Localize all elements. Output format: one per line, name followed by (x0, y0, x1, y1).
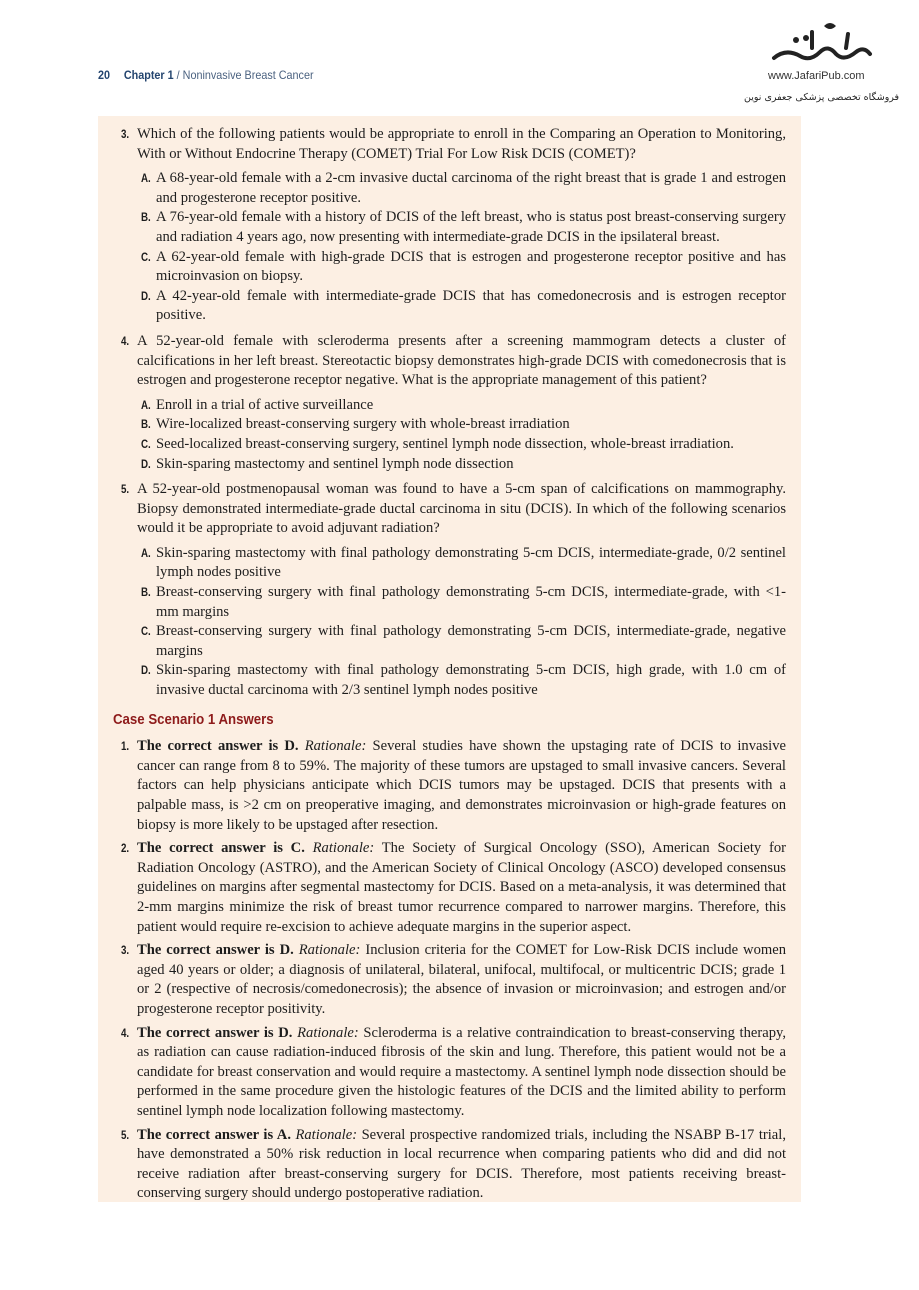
answer-lead: The correct answer is D. (137, 1024, 293, 1041)
option-text: Skin-sparing mastectomy and sentinel lymph node dissection (156, 455, 514, 472)
rationale-label: Rationale: (295, 1126, 358, 1143)
option-a (137, 396, 786, 416)
option-list (137, 169, 786, 326)
option-text: Skin-sparing mastectomy with final pathology demonstrating 5-cm DCIS, high grade, with 1.0 cm of invasive ductal carcinoma with 2/3 sentinel lymph nodes positive (156, 662, 786, 699)
question-text: A 52-year-old postmenopausal woman was found to have a 5-cm span of calcifications on mammography. Biopsy demonstrated intermediate-grade ductal carcinoma in situ (DCIS). In which of the following scenarios would it be appropriate to avoid adjuvant radiation? (137, 481, 786, 537)
page-number: 20 (98, 68, 111, 82)
question-number: 5. (121, 484, 130, 497)
option-b (137, 583, 786, 622)
option-b (137, 208, 786, 247)
answer-number: 3. (121, 945, 130, 958)
option-letter: A. (141, 173, 151, 186)
option-letter: B. (141, 212, 151, 225)
answer-2 (115, 839, 786, 937)
option-letter: C. (141, 251, 151, 264)
answer-5 (115, 1126, 786, 1204)
content-body (115, 125, 786, 1208)
answer-3 (115, 941, 786, 1019)
question-text: Which of the following patients would be appropriate to enroll in the Comparing an Operation to Monitoring, With or Without Endocrine Therapy (COMET) Trial For Low Risk DCIS (COMET)? (137, 126, 786, 162)
answer-lead: The correct answer is A. (137, 1126, 291, 1143)
publisher-logo (744, 18, 900, 108)
answer-lead: The correct answer is C. (137, 840, 305, 857)
option-letter: B. (141, 587, 151, 600)
question-5 (115, 480, 786, 701)
answer-1 (115, 737, 786, 835)
option-a (137, 544, 786, 583)
answer-text: Several studies have shown the upstaging rate of DCIS to invasive cancer can range from 8 to 59%. The majority of these tumors are upstaged to small invasive cancers. Several factors can help physicians anticipate which DCIS tumors may be upstaged. DCIS that presents with a palpable mass, is >2 cm on preoperative imaging, and demonstrates microinvasion or high-grade features on biopsy is more likely to be upstaged after resection. (137, 738, 786, 833)
option-list (137, 544, 786, 701)
option-list (137, 396, 786, 474)
option-letter: D. (141, 665, 151, 678)
option-text: Wire-localized breast-conserving surgery with whole-breast irradiation (156, 416, 570, 433)
option-letter: A. (141, 399, 151, 412)
rationale-label: Rationale: (298, 942, 361, 959)
rationale-label: Rationale: (297, 1024, 359, 1041)
option-text: Breast-conserving surgery with final pathology demonstrating 5-cm DCIS, intermediate-grade, negative margins (156, 623, 786, 659)
chapter-title: Noninvasive Breast Cancer (182, 68, 314, 82)
option-d (137, 455, 786, 475)
option-letter: D. (141, 458, 151, 471)
answer-text: Scleroderma is a relative contraindication to breast-conserving therapy, as radiation can cause radiation-induced fibrosis of the skin and lung. Therefore, this patient would not be a candidate for breast conservation and would require a mastectomy. A sentinel lymph node dissection should be performed in the same procedure given the histologic features of the DCIS and the limited ability to perform sentinel lymph node localization following mastectomy. (137, 1024, 786, 1119)
option-text: A 62-year-old female with high-grade DCIS that is estrogen and progesterone receptor positive and has microinvasion on biopsy. (156, 248, 786, 285)
chapter-label: Chapter 1 (123, 68, 174, 82)
answer-text: Several prospective randomized trials, including the NSABP B-17 trial, have demonstrated a 50% risk reduction in local recurrence when comparing patients who did and did not receive radiation after breast-conserving surgery for DCIS. Therefore, most patients receiving breast-conserving surgery should undergo postoperative radiation. (137, 1126, 786, 1202)
option-text: A 42-year-old female with intermediate-grade DCIS that has comedonecrosis and is estrogen receptor positive. (156, 287, 786, 324)
running-header (98, 68, 314, 82)
answer-number: 1. (121, 741, 130, 754)
question-3 (115, 125, 786, 326)
header-separator: / (176, 68, 180, 82)
answer-number: 2. (121, 843, 130, 856)
answer-number: 4. (121, 1027, 130, 1040)
option-letter: A. (141, 547, 151, 560)
answer-lead: The correct answer is D. (137, 738, 299, 755)
answer-number: 5. (121, 1129, 130, 1142)
option-d (137, 661, 786, 700)
option-letter: D. (141, 290, 151, 303)
option-a (137, 169, 786, 208)
answer-text: Inclusion criteria for the COMET for Low-Risk DCIS include women aged 40 years or older; a diagnosis of unilateral, bilateral, unifocal, multifocal, or multicentric DCIS; grade 1 or 2 (respective of necrosis/comedonecrosis); the absence of invasion or microinvasion; and estrogen and/or progesterone receptor positivity. (137, 942, 786, 1017)
question-number: 3. (121, 129, 130, 141)
question-4 (115, 332, 786, 474)
option-c (137, 435, 786, 455)
option-letter: C. (141, 626, 151, 639)
option-text: Enroll in a trial of active surveillance (156, 396, 374, 413)
option-d (137, 287, 786, 326)
option-text: Seed-localized breast-conserving surgery, sentinel lymph node dissection, whole-breast irradiation. (156, 435, 734, 452)
option-text: A 68-year-old female with a 2-cm invasive ductal carcinoma of the right breast that is grade 1 and estrogen and progesterone receptor positive. (156, 170, 786, 206)
option-b (137, 415, 786, 435)
option-text: Skin-sparing mastectomy with final pathology demonstrating 5-cm DCIS, intermediate-grade, 0/2 sentinel lymph nodes positive (156, 544, 786, 581)
answers-heading: Case Scenario 1 Answers (113, 711, 274, 728)
content-panel (98, 116, 801, 1202)
option-letter: B. (141, 419, 151, 432)
option-c (137, 248, 786, 287)
option-text: A 76-year-old female with a history of DCIS of the left breast, who is status post breast-conserving surgery and radiation 4 years ago, now presenting with intermediate-grade DCIS in the ipsilateral breast. (156, 209, 786, 245)
calligraphy-logo-icon (766, 18, 876, 68)
publisher-url[interactable]: www.JafariPub.com (768, 70, 865, 82)
rationale-label: Rationale: (312, 840, 375, 857)
option-text: Breast-conserving surgery with final pathology demonstrating 5-cm DCIS, intermediate-grade, with <1-mm margins (156, 584, 786, 620)
option-c (137, 622, 786, 661)
answer-text: The Society of Surgical Oncology (SSO), American Society for Radiation Oncology (ASTRO), and the American Society of Clinical Oncology (ASCO) developed consensus guidelines on margins after segmental mastectomy for DCIS. Based on a meta-analysis, it was determined that 2-mm margins minimize the risk of breast tumor recurrence compared to narrower margins. Therefore, this patient would require re-excision to achieve adequate margins in the superior aspect. (137, 840, 786, 935)
answer-4 (115, 1024, 786, 1122)
publisher-subtitle: فروشگاه تخصصی پزشکی جعفری نوین (744, 92, 900, 103)
answer-lead: The correct answer is D. (137, 942, 294, 959)
rationale-label: Rationale: (304, 738, 367, 755)
option-letter: C. (141, 438, 151, 451)
question-text: A 52-year-old female with scleroderma presents after a screening mammogram detects a cluster of calcifications in her left breast. Stereotactic biopsy demonstrates high-grade DCIS with comedonecrosis that is estrogen and progesterone receptor negative. What is the appropriate management of this patient? (137, 332, 786, 389)
question-number: 4. (121, 335, 130, 348)
